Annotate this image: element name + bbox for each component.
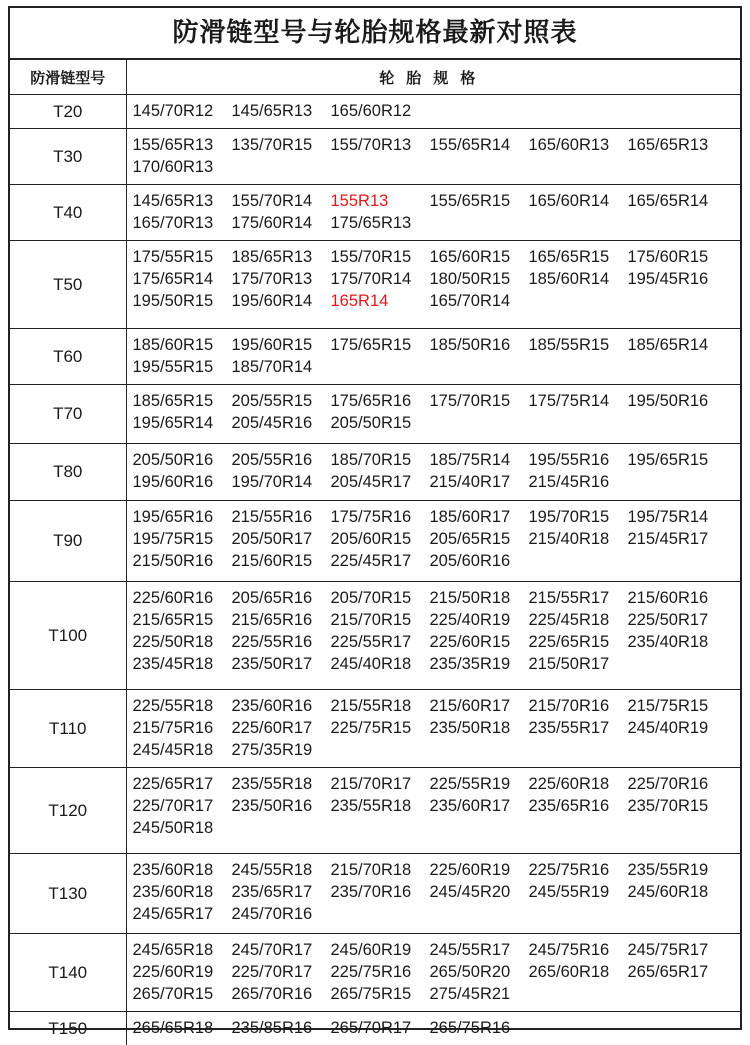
tire-size: 205/70R15 bbox=[331, 587, 430, 609]
tire-size: 205/55R15 bbox=[232, 390, 331, 412]
tire-sizes-cell bbox=[126, 501, 740, 582]
tire-size: 245/45R18 bbox=[133, 739, 232, 761]
tire-size: 225/75R16 bbox=[529, 859, 628, 881]
tire-size: 195/55R16 bbox=[529, 449, 628, 471]
tire-size: 165/60R14 bbox=[529, 190, 628, 212]
tire-size: 185/70R15 bbox=[331, 449, 430, 471]
tire-size: 235/60R18 bbox=[133, 881, 232, 903]
chain-model-cell: T30 bbox=[10, 129, 126, 185]
tire-size: 235/45R18 bbox=[133, 653, 232, 675]
tire-size: 195/65R15 bbox=[628, 449, 727, 471]
tire-size: 185/65R13 bbox=[232, 246, 331, 268]
tire-sizes-cell bbox=[126, 385, 740, 444]
chain-model-cell: T120 bbox=[10, 768, 126, 854]
tire-sizes-cell bbox=[126, 768, 740, 854]
table-row bbox=[10, 95, 740, 129]
tire-size: 185/65R14 bbox=[628, 334, 727, 356]
compatibility-table bbox=[10, 60, 740, 1045]
tire-size: 185/55R15 bbox=[529, 334, 628, 356]
tire-size: 215/70R16 bbox=[529, 695, 628, 717]
table-row bbox=[10, 582, 740, 690]
tire-size: 145/70R12 bbox=[133, 100, 232, 122]
tire-size: 265/65R17 bbox=[628, 961, 727, 983]
tire-size: 215/45R16 bbox=[529, 471, 628, 493]
tire-size: 185/60R14 bbox=[529, 268, 628, 290]
tire-sizes-cell bbox=[126, 444, 740, 501]
tire-size: 265/70R15 bbox=[133, 983, 232, 1005]
tire-size: 195/75R15 bbox=[133, 528, 232, 550]
tire-size: 205/50R17 bbox=[232, 528, 331, 550]
tire-size: 265/60R18 bbox=[529, 961, 628, 983]
tire-size: 235/35R19 bbox=[430, 653, 529, 675]
tire-size: 235/65R16 bbox=[529, 795, 628, 817]
tire-size: 225/55R16 bbox=[232, 631, 331, 653]
tire-size: 235/55R19 bbox=[628, 859, 727, 881]
tire-size: 165/65R14 bbox=[628, 190, 727, 212]
tire-size: 165/60R13 bbox=[529, 134, 628, 156]
tire-size: 195/55R15 bbox=[133, 356, 232, 378]
tire-size: 245/40R18 bbox=[331, 653, 430, 675]
tire-size: 225/60R19 bbox=[430, 859, 529, 881]
tire-size: 165/60R15 bbox=[430, 246, 529, 268]
tire-size: 225/65R17 bbox=[133, 773, 232, 795]
tire-size: 185/60R17 bbox=[430, 506, 529, 528]
tire-size: 225/50R17 bbox=[628, 609, 727, 631]
tire-size: 215/55R16 bbox=[232, 506, 331, 528]
chain-model-cell: T80 bbox=[10, 444, 126, 501]
tire-size: 235/55R18 bbox=[232, 773, 331, 795]
tire-size: 245/40R19 bbox=[628, 717, 727, 739]
tire-size: 265/75R15 bbox=[331, 983, 430, 1005]
table-row bbox=[10, 185, 740, 241]
tire-size: 225/40R19 bbox=[430, 609, 529, 631]
tire-size: 245/75R17 bbox=[628, 939, 727, 961]
tire-sizes-cell bbox=[126, 934, 740, 1012]
tire-size: 165/65R15 bbox=[529, 246, 628, 268]
tire-size: 145/65R13 bbox=[232, 100, 331, 122]
tire-size: 215/60R15 bbox=[232, 550, 331, 572]
tire-size: 245/60R18 bbox=[628, 881, 727, 903]
tire-size: 235/60R17 bbox=[430, 795, 529, 817]
chain-model-cell: T40 bbox=[10, 185, 126, 241]
tire-size: 245/70R16 bbox=[232, 903, 331, 925]
tire-sizes-cell bbox=[126, 95, 740, 129]
tire-size: 175/70R14 bbox=[331, 268, 430, 290]
tire-size: 235/60R16 bbox=[232, 695, 331, 717]
tire-size: 215/50R16 bbox=[133, 550, 232, 572]
tire-size: 225/55R17 bbox=[331, 631, 430, 653]
tire-size: 215/70R17 bbox=[331, 773, 430, 795]
tire-size: 195/45R16 bbox=[628, 268, 727, 290]
tire-size: 205/45R17 bbox=[331, 471, 430, 493]
tire-size: 155/70R14 bbox=[232, 190, 331, 212]
chain-model-cell: T20 bbox=[10, 95, 126, 129]
chain-model-cell: T90 bbox=[10, 501, 126, 582]
tire-size: 185/60R15 bbox=[133, 334, 232, 356]
tire-size: 195/60R15 bbox=[232, 334, 331, 356]
tire-size: 170/60R13 bbox=[133, 156, 232, 178]
tire-size: 245/55R18 bbox=[232, 859, 331, 881]
tire-size: 235/40R18 bbox=[628, 631, 727, 653]
tire-size: 235/55R18 bbox=[331, 795, 430, 817]
tire-size: 165/65R13 bbox=[628, 134, 727, 156]
tire-size: 225/75R16 bbox=[331, 961, 430, 983]
chain-model-cell: T50 bbox=[10, 241, 126, 329]
tire-size: 225/60R16 bbox=[133, 587, 232, 609]
tire-size: 265/70R17 bbox=[331, 1017, 430, 1039]
tire-size: 245/55R19 bbox=[529, 881, 628, 903]
tire-size: 195/65R14 bbox=[133, 412, 232, 434]
chain-model-cell: T110 bbox=[10, 690, 126, 768]
tire-size: 225/60R15 bbox=[430, 631, 529, 653]
tire-size: 215/60R17 bbox=[430, 695, 529, 717]
tire-size: 215/75R15 bbox=[628, 695, 727, 717]
table-row bbox=[10, 444, 740, 501]
tire-size: 215/70R18 bbox=[331, 859, 430, 881]
tire-size: 185/65R15 bbox=[133, 390, 232, 412]
tire-size: 245/65R18 bbox=[133, 939, 232, 961]
tire-size: 155R13 bbox=[331, 190, 430, 212]
tire-size: 155/65R14 bbox=[430, 134, 529, 156]
tire-size: 195/60R16 bbox=[133, 471, 232, 493]
header-model: 防滑链型号 bbox=[10, 60, 126, 95]
tire-size: 155/70R15 bbox=[331, 246, 430, 268]
tire-sizes-cell bbox=[126, 241, 740, 329]
tire-size: 195/70R15 bbox=[529, 506, 628, 528]
tire-size: 275/35R19 bbox=[232, 739, 331, 761]
tire-size: 235/50R18 bbox=[430, 717, 529, 739]
tire-size: 215/65R15 bbox=[133, 609, 232, 631]
tire-size: 175/65R14 bbox=[133, 268, 232, 290]
tire-size: 245/45R20 bbox=[430, 881, 529, 903]
tire-size: 215/40R18 bbox=[529, 528, 628, 550]
tire-size: 215/65R16 bbox=[232, 609, 331, 631]
tire-size: 175/65R16 bbox=[331, 390, 430, 412]
tire-size: 155/65R13 bbox=[133, 134, 232, 156]
tire-size: 205/50R16 bbox=[133, 449, 232, 471]
tire-size: 135/70R15 bbox=[232, 134, 331, 156]
tire-size: 235/50R17 bbox=[232, 653, 331, 675]
tire-size: 185/50R16 bbox=[430, 334, 529, 356]
tire-size: 225/70R17 bbox=[133, 795, 232, 817]
tire-size: 245/55R17 bbox=[430, 939, 529, 961]
tire-size: 175/60R14 bbox=[232, 212, 331, 234]
table-row bbox=[10, 241, 740, 329]
tire-size: 225/70R17 bbox=[232, 961, 331, 983]
tire-size: 165/70R13 bbox=[133, 212, 232, 234]
tire-size: 225/55R19 bbox=[430, 773, 529, 795]
tire-size: 165R14 bbox=[331, 290, 430, 312]
tire-size: 195/50R15 bbox=[133, 290, 232, 312]
tire-size: 235/85R16 bbox=[232, 1017, 331, 1039]
tire-size: 245/75R16 bbox=[529, 939, 628, 961]
tire-size: 225/50R18 bbox=[133, 631, 232, 653]
table-row bbox=[10, 129, 740, 185]
tire-size: 205/55R16 bbox=[232, 449, 331, 471]
tire-size: 195/50R16 bbox=[628, 390, 727, 412]
chain-model-cell: T100 bbox=[10, 582, 126, 690]
tire-sizes-cell bbox=[126, 329, 740, 385]
tire-size: 215/70R15 bbox=[331, 609, 430, 631]
table-row bbox=[10, 690, 740, 768]
table-row bbox=[10, 768, 740, 854]
tire-size: 205/65R16 bbox=[232, 587, 331, 609]
tire-size: 225/55R18 bbox=[133, 695, 232, 717]
tire-size: 225/60R17 bbox=[232, 717, 331, 739]
tire-size: 245/65R17 bbox=[133, 903, 232, 925]
tire-size: 175/65R13 bbox=[331, 212, 430, 234]
tire-size: 205/60R15 bbox=[331, 528, 430, 550]
chain-model-cell: T130 bbox=[10, 854, 126, 934]
tire-size: 175/70R13 bbox=[232, 268, 331, 290]
tire-size: 175/75R14 bbox=[529, 390, 628, 412]
chain-model-cell: T70 bbox=[10, 385, 126, 444]
tire-size: 235/60R18 bbox=[133, 859, 232, 881]
tire-size: 175/65R15 bbox=[331, 334, 430, 356]
tire-size: 215/60R16 bbox=[628, 587, 727, 609]
tire-size: 195/60R14 bbox=[232, 290, 331, 312]
table-row bbox=[10, 934, 740, 1012]
tire-size: 175/60R15 bbox=[628, 246, 727, 268]
tire-size: 195/70R14 bbox=[232, 471, 331, 493]
table-row bbox=[10, 385, 740, 444]
tire-size: 215/75R16 bbox=[133, 717, 232, 739]
tire-size: 265/65R18 bbox=[133, 1017, 232, 1039]
tire-size: 225/45R17 bbox=[331, 550, 430, 572]
tire-size: 205/50R15 bbox=[331, 412, 430, 434]
tire-size: 275/45R21 bbox=[430, 983, 529, 1005]
tire-size: 235/70R16 bbox=[331, 881, 430, 903]
tire-size: 225/70R16 bbox=[628, 773, 727, 795]
tire-size: 215/55R17 bbox=[529, 587, 628, 609]
tire-sizes-cell bbox=[126, 1012, 740, 1045]
tire-size: 205/60R16 bbox=[430, 550, 529, 572]
tire-size: 235/50R16 bbox=[232, 795, 331, 817]
tire-size: 245/70R17 bbox=[232, 939, 331, 961]
tire-sizes-cell bbox=[126, 582, 740, 690]
tire-size: 215/50R17 bbox=[529, 653, 628, 675]
tire-size: 175/75R16 bbox=[331, 506, 430, 528]
tire-size: 185/75R14 bbox=[430, 449, 529, 471]
tire-size: 225/60R18 bbox=[529, 773, 628, 795]
table-header-row bbox=[10, 60, 740, 95]
tire-size: 265/75R16 bbox=[430, 1017, 529, 1039]
chart-table-sheet bbox=[8, 6, 742, 1030]
tire-size: 175/55R15 bbox=[133, 246, 232, 268]
tire-size: 245/50R18 bbox=[133, 817, 232, 839]
tire-size: 225/65R15 bbox=[529, 631, 628, 653]
tire-size: 155/70R13 bbox=[331, 134, 430, 156]
tire-size: 155/65R15 bbox=[430, 190, 529, 212]
tire-size: 225/75R15 bbox=[331, 717, 430, 739]
tire-size: 265/50R20 bbox=[430, 961, 529, 983]
tire-size: 235/70R15 bbox=[628, 795, 727, 817]
tire-size: 180/50R15 bbox=[430, 268, 529, 290]
tire-size: 225/45R18 bbox=[529, 609, 628, 631]
page-title: 防滑链型号与轮胎规格最新对照表 bbox=[10, 8, 740, 60]
table-row bbox=[10, 501, 740, 582]
tire-size: 195/75R14 bbox=[628, 506, 727, 528]
tire-sizes-cell bbox=[126, 185, 740, 241]
table-row bbox=[10, 1012, 740, 1045]
tire-sizes-cell bbox=[126, 129, 740, 185]
chain-model-cell: T150 bbox=[10, 1012, 126, 1045]
tire-size: 265/70R16 bbox=[232, 983, 331, 1005]
header-sizes: 轮胎规格 bbox=[126, 60, 740, 95]
tire-size: 205/65R15 bbox=[430, 528, 529, 550]
tire-size: 215/45R17 bbox=[628, 528, 727, 550]
tire-size: 175/70R15 bbox=[430, 390, 529, 412]
tire-size: 215/55R18 bbox=[331, 695, 430, 717]
tire-sizes-cell bbox=[126, 854, 740, 934]
chain-model-cell: T140 bbox=[10, 934, 126, 1012]
table-row bbox=[10, 329, 740, 385]
tire-size: 235/65R17 bbox=[232, 881, 331, 903]
chain-model-cell: T60 bbox=[10, 329, 126, 385]
tire-size: 165/70R14 bbox=[430, 290, 529, 312]
tire-size: 235/55R17 bbox=[529, 717, 628, 739]
tire-size: 215/40R17 bbox=[430, 471, 529, 493]
tire-size: 145/65R13 bbox=[133, 190, 232, 212]
tire-size: 225/60R19 bbox=[133, 961, 232, 983]
tire-size: 215/50R18 bbox=[430, 587, 529, 609]
tire-sizes-cell bbox=[126, 690, 740, 768]
tire-size: 205/45R16 bbox=[232, 412, 331, 434]
tire-size: 195/65R16 bbox=[133, 506, 232, 528]
tire-size: 245/60R19 bbox=[331, 939, 430, 961]
tire-size: 185/70R14 bbox=[232, 356, 331, 378]
table-row bbox=[10, 854, 740, 934]
tire-size: 165/60R12 bbox=[331, 100, 430, 122]
